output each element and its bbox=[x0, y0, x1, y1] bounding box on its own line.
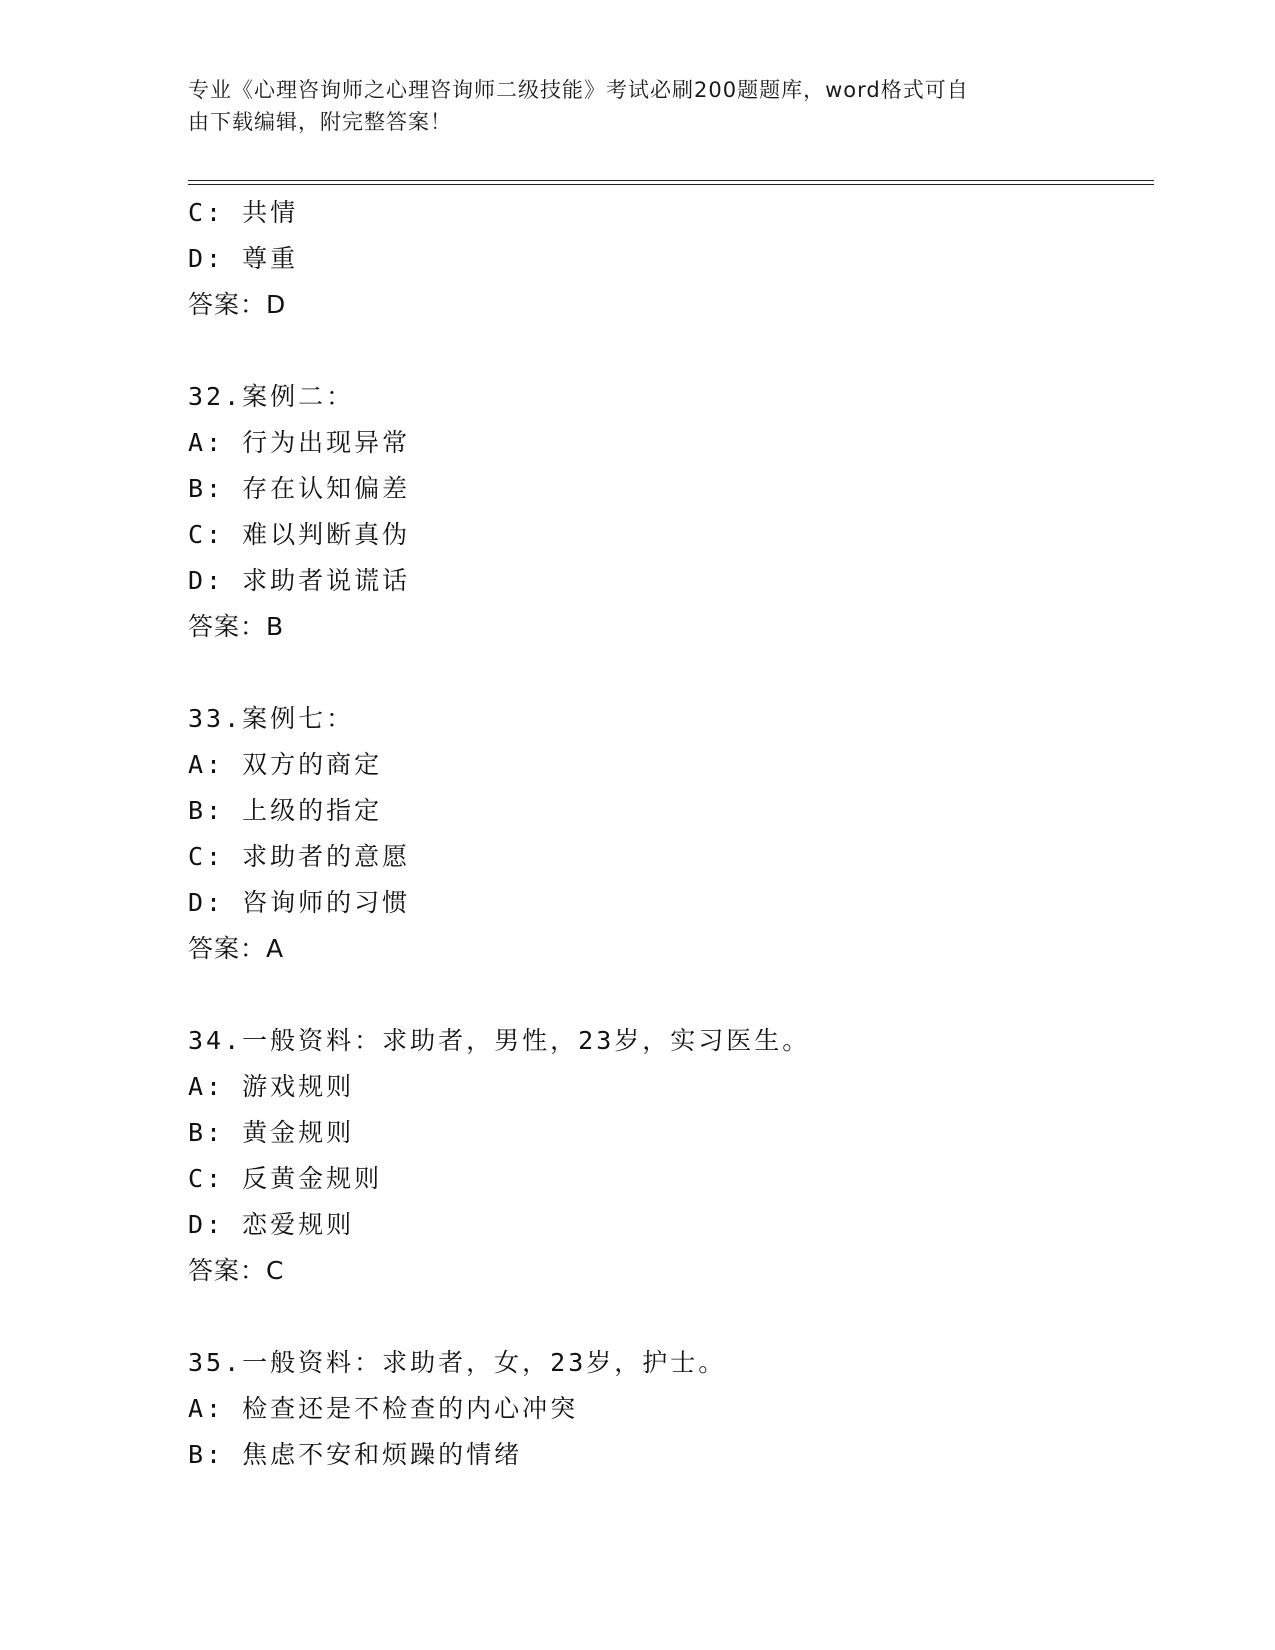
answer-line: 答案：C bbox=[188, 1256, 285, 1285]
option-line: A: 行为出现异常 bbox=[188, 428, 411, 457]
spacer bbox=[188, 972, 1148, 1018]
option-line: A: 检查还是不检查的内心冲突 bbox=[188, 1394, 579, 1423]
header-line-2: 由下载编辑，附完整答案！ bbox=[188, 110, 452, 134]
header-divider-top bbox=[188, 180, 1154, 181]
option-line: C: 求助者的意愿 bbox=[188, 842, 411, 871]
option-line: A: 双方的商定 bbox=[188, 750, 383, 779]
option-line: B: 焦虑不安和烦躁的情绪 bbox=[188, 1440, 523, 1469]
option-line: D: 咨询师的习惯 bbox=[188, 888, 411, 917]
option-line: D: 求助者说谎话 bbox=[188, 566, 411, 595]
option-line: C: 共情 bbox=[188, 198, 299, 227]
answer-line: 答案：D bbox=[188, 290, 287, 319]
option-line: D: 恋爱规则 bbox=[188, 1210, 355, 1239]
question-line: 33.案例七： bbox=[188, 704, 355, 733]
option-line: B: 存在认知偏差 bbox=[188, 474, 411, 503]
header-line-1: 专业《心理咨询师之心理咨询师二级技能》考试必刷200题题库，word格式可自 bbox=[188, 78, 969, 102]
answer-line: 答案：B bbox=[188, 612, 285, 641]
option-line: A: 游戏规则 bbox=[188, 1072, 355, 1101]
spacer bbox=[188, 1294, 1148, 1340]
option-line: B: 上级的指定 bbox=[188, 796, 383, 825]
spacer bbox=[188, 328, 1148, 374]
question-line: 35.一般资料：求助者，女，23岁，护士。 bbox=[188, 1348, 727, 1377]
header-divider-bottom bbox=[188, 184, 1154, 185]
option-line: C: 难以判断真伪 bbox=[188, 520, 411, 549]
question-list bbox=[188, 190, 1148, 1478]
answer-line: 答案：A bbox=[188, 934, 285, 963]
option-line: C: 反黄金规则 bbox=[188, 1164, 383, 1193]
option-line: B: 黄金规则 bbox=[188, 1118, 355, 1147]
document-header bbox=[188, 74, 1068, 138]
option-line: D: 尊重 bbox=[188, 244, 299, 273]
question-line: 34.一般资料：求助者，男性，23岁，实习医生。 bbox=[188, 1026, 811, 1055]
question-line: 32.案例二： bbox=[188, 382, 355, 411]
spacer bbox=[188, 650, 1148, 696]
